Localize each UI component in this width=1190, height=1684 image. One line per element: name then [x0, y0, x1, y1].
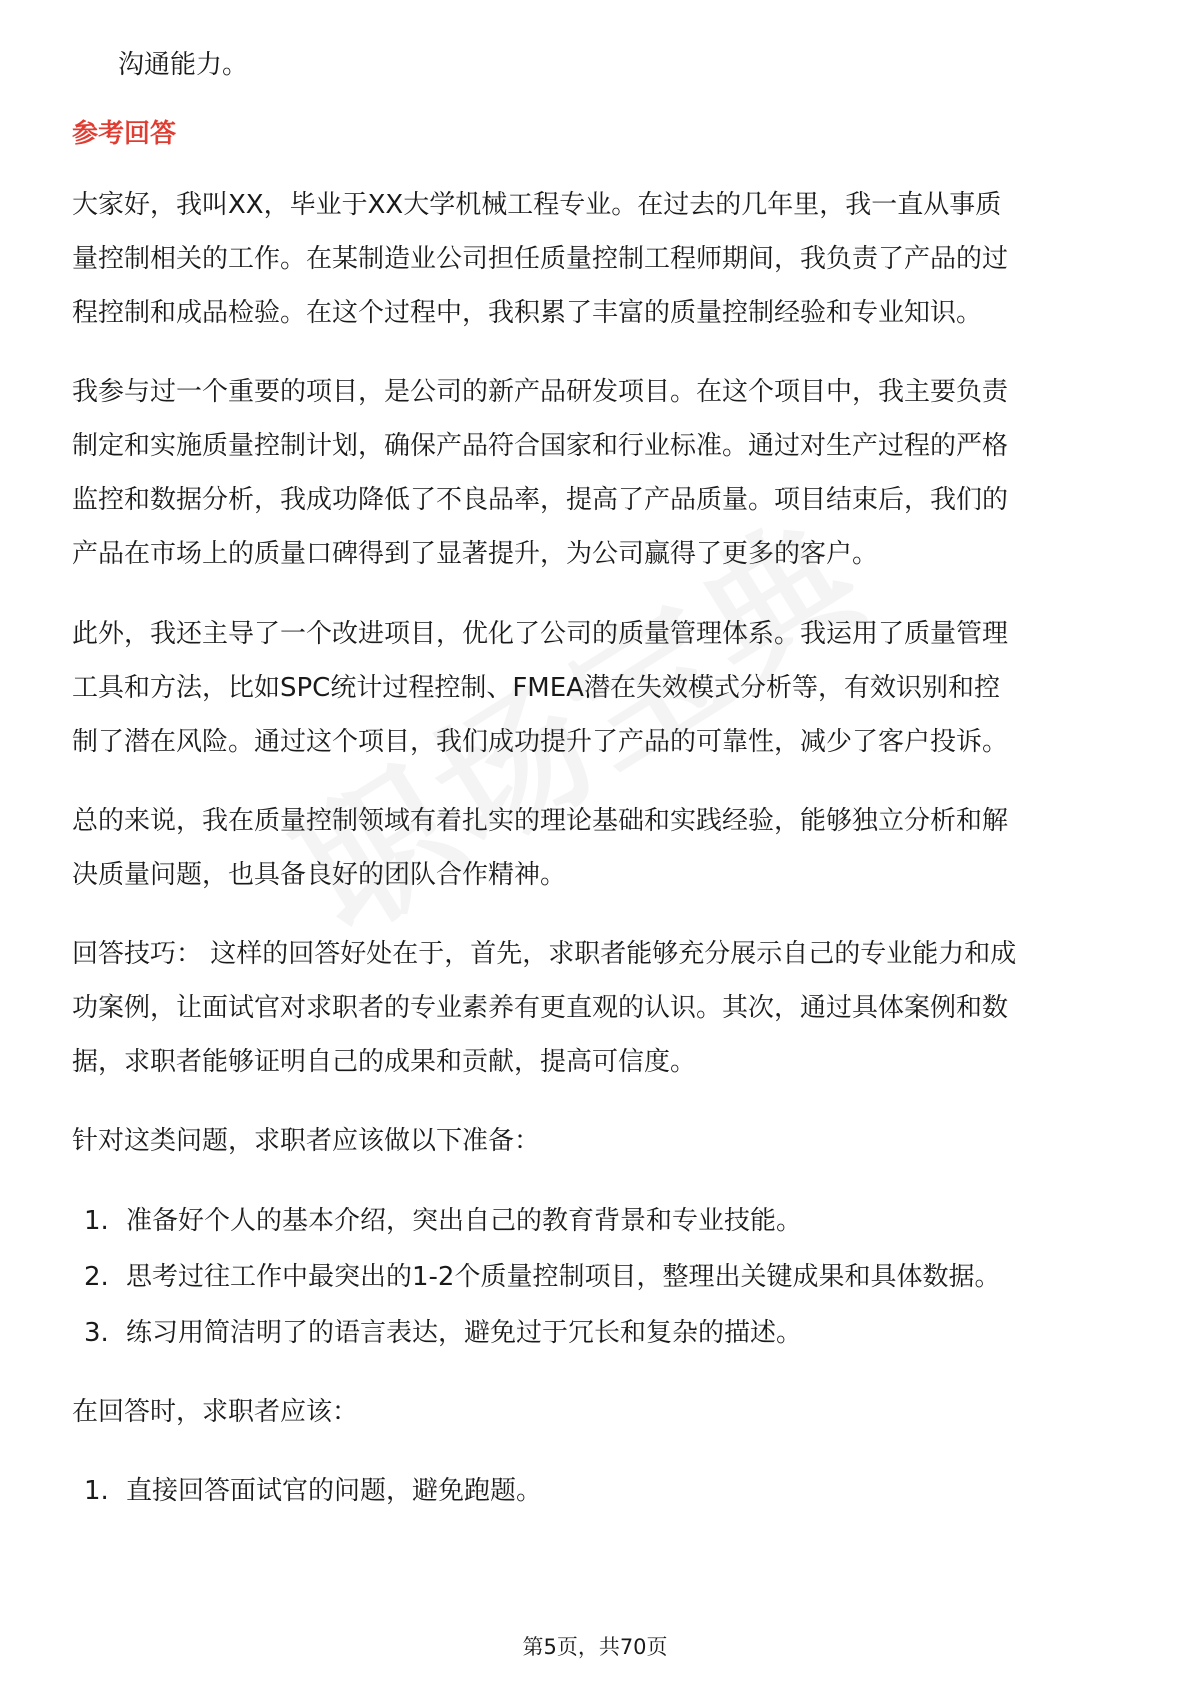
paragraph-line: 此外，我还主导了一个改进项目，优化了公司的质量管理体系。我运用了质量管理: [72, 619, 1009, 649]
answer-intro: 在回答时，求职者应该：: [72, 1397, 359, 1427]
paragraph-line: 制了潜在风险。通过这个项目，我们成功提升了产品的可靠性，减少了客户投诉。: [72, 727, 1009, 757]
paragraph-line: 工具和方法，比如SPC统计过程控制、FMEA潜在失效模式分析等，有效识别和控: [72, 673, 1000, 703]
paragraph-line: 程控制和成品检验。在这个过程中，我积累了丰富的质量控制经验和专业知识。: [72, 298, 983, 328]
paragraph-line: 功案例，让面试官对求职者的专业素养有更直观的认识。其次，通过具体案例和数: [72, 993, 1009, 1023]
list-text: 准备好个人的基本介绍，突出自己的教育背景和专业技能。: [126, 1206, 803, 1236]
prep-intro: 针对这类问题，求职者应该做以下准备：: [72, 1126, 541, 1156]
paragraph-line: 大家好，我叫XX，毕业于XX大学机械工程专业。在过去的几年里，我一直从事质: [72, 190, 1002, 220]
page-footer: 第5页，共70页: [522, 1635, 668, 1659]
paragraph-line: 量控制相关的工作。在某制造业公司担任质量控制工程师期间，我负责了产品的过: [72, 244, 1009, 274]
paragraph-line: 我参与过一个重要的项目，是公司的新产品研发项目。在这个项目中，我主要负责: [72, 377, 1009, 407]
paragraph-line: 总的来说，我在质量控制领域有着扎实的理论基础和实践经验，能够独立分析和解: [72, 806, 1009, 836]
paragraph-line: 产品在市场上的质量口碑得到了显著提升，为公司赢得了更多的客户。: [72, 539, 879, 569]
paragraph-line: 监控和数据分析，我成功降低了不良品率，提高了产品质量。项目结束后，我们的: [72, 485, 1009, 515]
list-text: 思考过往工作中最突出的1-2个质量控制项目，整理出关键成果和具体数据。: [126, 1262, 1001, 1292]
paragraph-line: 决质量问题，也具备良好的团队合作精神。: [72, 860, 567, 890]
paragraph-line: 回答技巧： 这样的回答好处在于，首先，求职者能够充分展示自己的专业能力和成: [72, 939, 1017, 969]
list-text: 直接回答面试官的问题，避免跑题。: [126, 1476, 543, 1506]
list-text: 练习用简洁明了的语言表达，避免过于冗长和复杂的描述。: [126, 1318, 803, 1348]
list-number: 1.: [84, 1476, 109, 1506]
list-number: 1.: [84, 1206, 109, 1236]
section-heading: 参考回答: [72, 119, 177, 149]
intro-tail: 沟通能力。: [118, 50, 249, 80]
paragraph-line: 制定和实施质量控制计划，确保产品符合国家和行业标准。通过对生产过程的严格: [72, 431, 1009, 461]
list-number: 3.: [84, 1318, 109, 1348]
list-number: 2.: [84, 1262, 109, 1292]
paragraph-line: 据，求职者能够证明自己的成果和贡献，提高可信度。: [72, 1047, 697, 1077]
